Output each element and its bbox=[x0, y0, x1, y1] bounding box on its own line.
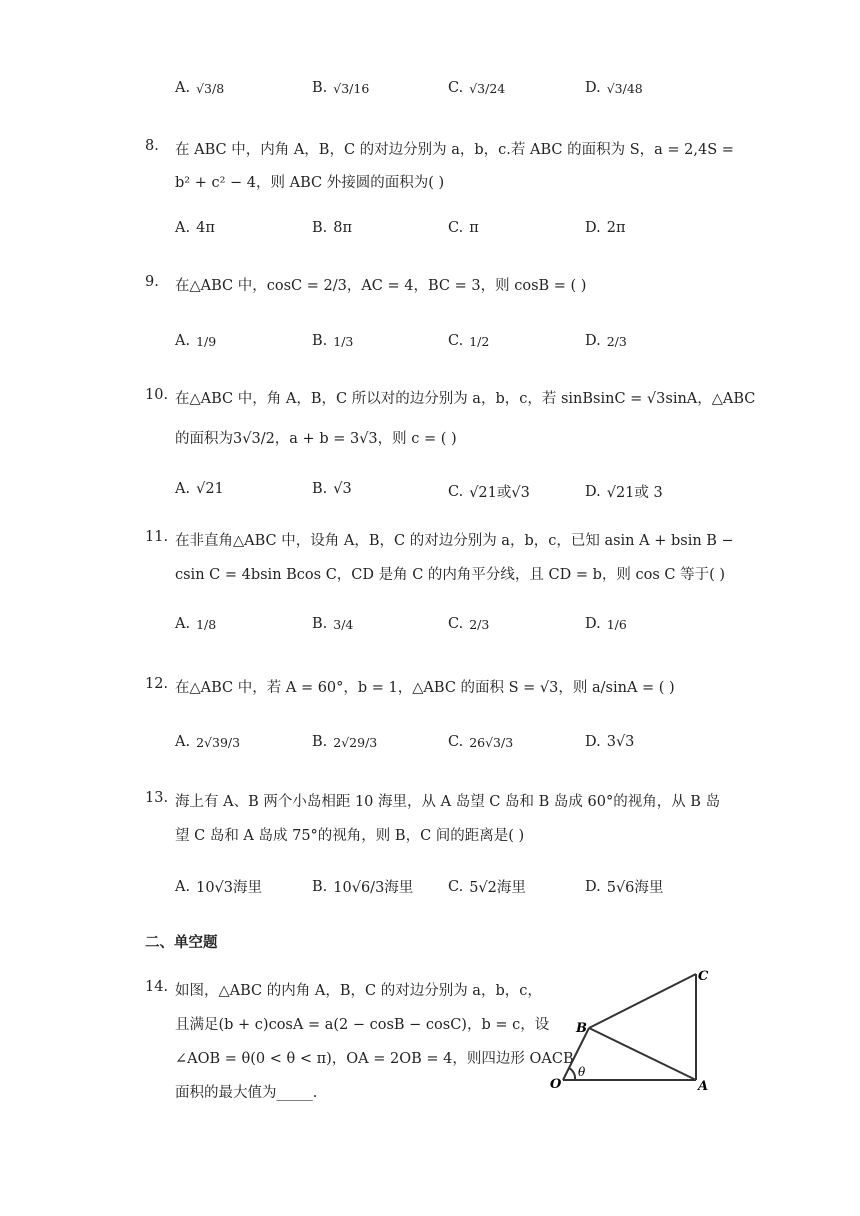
q11-text-line2: csin C = 4bsin Bcos C，CD 是角 C 的内角平分线，且 CD = b，则 cos C 等于( ) bbox=[175, 567, 726, 583]
label-c: C bbox=[698, 969, 709, 984]
q10-option-d[interactable]: D. √21或 3 bbox=[585, 483, 663, 501]
q7-option-c[interactable]: C. √3/24 bbox=[448, 80, 506, 96]
q8-option-b[interactable]: B. 8π bbox=[312, 220, 353, 236]
q12-text-line1: 在△ABC 中，若 A = 60°，b = 1，△ABC 的面积 S = √3，则 a/sinA = ( ) bbox=[175, 680, 675, 696]
q14-text-line3: ∠AOB = θ(0 < θ < π)，OA = 2OB = 4，则四边形 OACB bbox=[175, 1051, 574, 1067]
q9-number: 9. bbox=[145, 274, 159, 290]
q11-number: 11. bbox=[145, 529, 169, 545]
q11-text-line1: 在非直角△ABC 中，设角 A，B，C 的对边分别为 a，b，c，已知 asin A + bsin B − bbox=[175, 533, 734, 549]
q10-number: 10. bbox=[145, 387, 169, 403]
q8-option-c[interactable]: C. π bbox=[448, 220, 479, 236]
q10-text-line1: 在△ABC 中，角 A，B，C 所以对的边分别为 a，b，c，若 sinBsinC = √3sinA，△ABC bbox=[175, 391, 756, 407]
q11-option-d[interactable]: D. 1/6 bbox=[585, 616, 627, 632]
q12-option-b[interactable]: B. 2√29/3 bbox=[312, 734, 378, 750]
q12-option-c[interactable]: C. 26√3/3 bbox=[448, 734, 514, 750]
q14-text-line2: 且满足(b + c)cosA = a(2 − cosB − cosC)，b = c，设 bbox=[175, 1017, 550, 1033]
label-b: B bbox=[576, 1021, 587, 1036]
q7-options bbox=[175, 80, 735, 110]
angle-arc bbox=[569, 1068, 575, 1080]
q9-option-b[interactable]: B. 1/3 bbox=[312, 333, 354, 349]
q14-figure bbox=[548, 962, 718, 1094]
q9-option-a[interactable]: A. 1/9 bbox=[175, 333, 217, 349]
q8-options bbox=[175, 220, 735, 250]
q13-option-d[interactable]: D. 5√6海里 bbox=[585, 878, 664, 896]
q8-text-line2: b² + c² − 4，则 ABC 外接圆的面积为( ) bbox=[175, 175, 445, 191]
q10-option-a[interactable]: A. √21 bbox=[175, 481, 224, 497]
q11-options bbox=[175, 616, 735, 646]
q13-number: 13. bbox=[145, 790, 169, 806]
q9-option-d[interactable]: D. 2/3 bbox=[585, 333, 627, 349]
q10-text-line2: 的面积为3√3/2，a + b = 3√3，则 c = ( ) bbox=[175, 431, 457, 447]
q7-option-a[interactable]: A. √3/8 bbox=[175, 80, 225, 96]
label-a: A bbox=[698, 1079, 709, 1094]
q7-option-b[interactable]: B. √3/16 bbox=[312, 80, 370, 96]
q12-options bbox=[175, 734, 735, 764]
label-theta: θ bbox=[578, 1065, 586, 1079]
q8-option-d[interactable]: D. 2π bbox=[585, 220, 626, 236]
q13-text-line2: 望 C 岛和 A 岛成 75°的视角，则 B，C 间的距离是( ) bbox=[175, 828, 525, 844]
q9-options bbox=[175, 333, 735, 363]
q14-number: 14. bbox=[145, 979, 169, 995]
q12-option-a[interactable]: A. 2√39/3 bbox=[175, 734, 241, 750]
q7-option-d[interactable]: D. √3/48 bbox=[585, 80, 643, 96]
q9-option-c[interactable]: C. 1/2 bbox=[448, 333, 490, 349]
segment-bc bbox=[589, 974, 696, 1028]
label-o: O bbox=[550, 1077, 562, 1092]
q12-option-d[interactable]: D. 3√3 bbox=[585, 734, 635, 750]
q10-options bbox=[175, 481, 735, 511]
q10-option-b[interactable]: B. √3 bbox=[312, 481, 352, 497]
section-title: 二、单空题 bbox=[145, 935, 218, 951]
q13-options bbox=[175, 876, 735, 906]
q13-option-c[interactable]: C. 5√2海里 bbox=[448, 878, 526, 896]
q8-option-a[interactable]: A. 4π bbox=[175, 220, 215, 236]
q14-text-line4: 面积的最大值为_____. bbox=[175, 1085, 318, 1101]
q13-option-b[interactable]: B. 10√6/3海里 bbox=[312, 878, 414, 896]
q13-option-a[interactable]: A. 10√3海里 bbox=[175, 878, 263, 896]
q10-option-c[interactable]: C. √21或√3 bbox=[448, 483, 530, 501]
q8-text-line1: 在 ABC 中，内角 A，B，C 的对边分别为 a，b，c.若 ABC 的面积为 S，a = 2,4S = bbox=[175, 142, 734, 158]
q11-option-a[interactable]: A. 1/8 bbox=[175, 616, 217, 632]
q9-text-line1: 在△ABC 中，cosC = 2/3，AC = 4，BC = 3，则 cosB = ( ) bbox=[175, 278, 587, 294]
q13-text-line1: 海上有 A、B 两个小岛相距 10 海里，从 A 岛望 C 岛和 B 岛成 60°的视角，从 B 岛 bbox=[175, 794, 721, 810]
q14-text-line1: 如图，△ABC 的内角 A，B，C 的对边分别为 a，b，c， bbox=[175, 983, 542, 999]
segment-ba bbox=[589, 1028, 696, 1080]
q8-number: 8. bbox=[145, 138, 159, 154]
q12-number: 12. bbox=[145, 676, 169, 692]
q11-option-b[interactable]: B. 3/4 bbox=[312, 616, 354, 632]
q11-option-c[interactable]: C. 2/3 bbox=[448, 616, 490, 632]
